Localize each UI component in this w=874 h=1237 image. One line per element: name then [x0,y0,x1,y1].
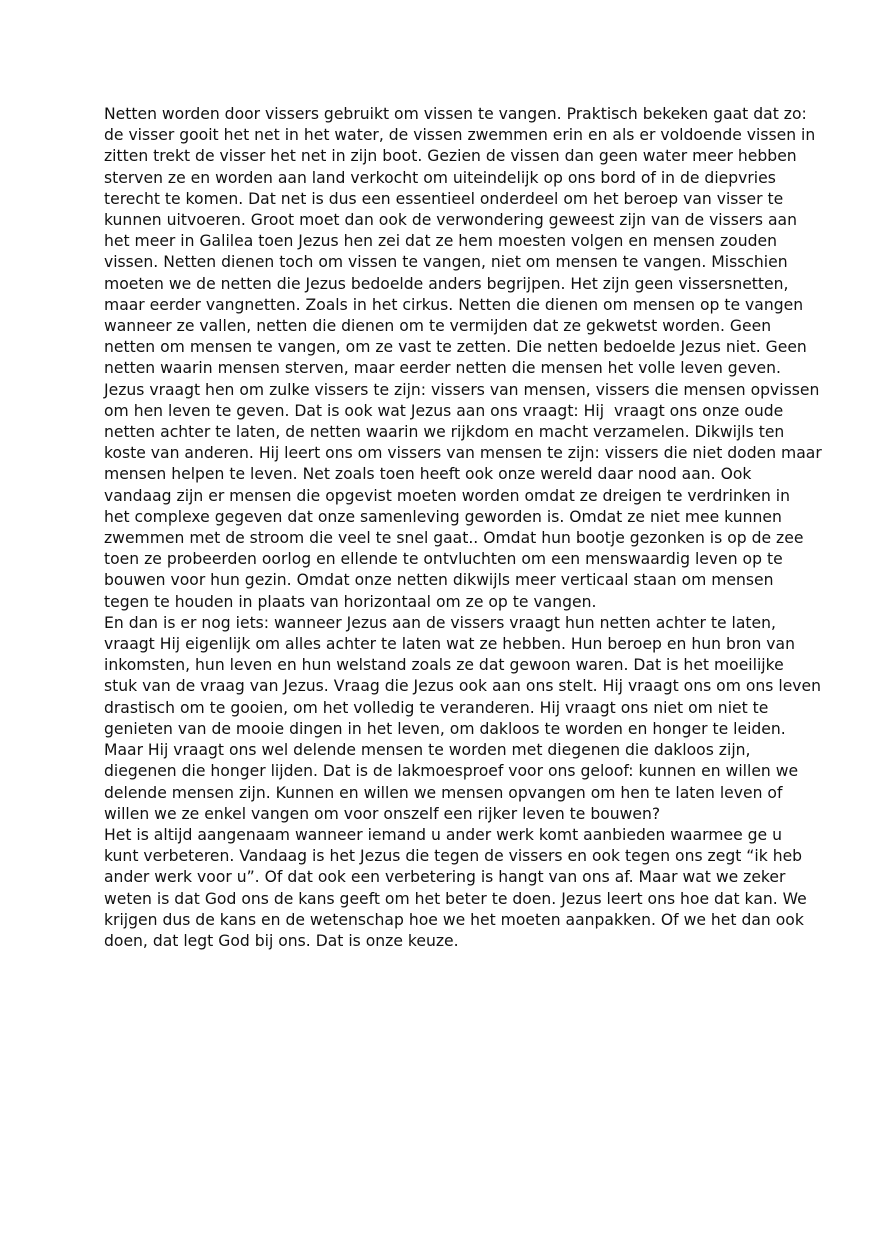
text-line: diegenen die honger lijden. Dat is de lakmoesproef voor ons geloof: kunnen en willen we [104,762,799,781]
text-line: kunt verbeteren. Vandaag is het Jezus die tegen de vissers en ook tegen ons zegt “ik heb [104,847,803,866]
paragraph [104,825,807,952]
text-line: vissen. Netten dienen toch om vissen te vangen, niet om mensen te vangen. Misschien [104,253,788,272]
text-line: ander werk voor u”. Of dat ook een verbetering is hangt van ons af. Maar wat we zeker [104,868,786,887]
text-line: zwemmen met de stroom die veel te snel gaat.. Omdat hun bootje gezonken is op de zee [104,529,804,548]
text-line: moeten we de netten die Jezus bedoelde anders begrijpen. Het zijn geen vissersnetten, [104,274,789,293]
text-line: inkomsten, hun leven en hun welstand zoals ze dat gewoon waren. Dat is het moeilijke [104,656,784,675]
text-line: mensen helpen te leven. Net zoals toen heeft ook onze wereld daar nood aan. Ook [104,465,752,484]
text-line: om hen leven te geven. Dat is ook wat Jezus aan ons vraagt: Hij vraagt ons onze oude [104,401,784,420]
text-line: maar eerder vangnetten. Zoals in het cirkus. Netten die dienen om mensen op te vangen [104,295,804,314]
text-line: genieten van de mooie dingen in het leven, om dakloos te worden en honger te leiden. [104,719,786,738]
text-line: netten om mensen te vangen, om ze vast te zetten. Die netten bedoelde Jezus niet. Geen [104,338,807,357]
text-line: willen we ze enkel vangen om voor onszelf een rijker leven te bouwen? [104,804,661,823]
text-line: Maar Hij vraagt ons wel delende mensen te worden met diegenen die dakloos zijn, [104,741,751,760]
text-line: het meer in Galilea toen Jezus hen zei dat ze hem moesten volgen en mensen zouden [104,232,777,251]
text-line: Het is altijd aangenaam wanneer iemand u ander werk komt aanbieden waarmee ge u [104,825,782,844]
text-line: de visser gooit het net in het water, de vissen zwemmen erin en als er voldoende vissen in [104,126,816,145]
text-line: krijgen dus de kans en de wetenschap hoe we het moeten aanpakken. Of we het dan ook [104,910,804,929]
text-line: vraagt Hij eigenlijk om alles achter te laten wat ze hebben. Hun beroep en hun bron van [104,635,795,654]
text-line: kunnen uitvoeren. Groot moet dan ook de verwondering geweest zijn van de vissers aan [104,211,797,230]
text-line: zitten trekt de visser het net in zijn boot. Gezien de vissen dan geen water meer hebben [104,147,797,166]
document-body [104,104,822,952]
text-line: koste van anderen. Hij leert ons om vissers van mensen te zijn: vissers die niet doden maar [104,444,822,463]
text-line: doen, dat legt God bij ons. Dat is onze keuze. [104,931,459,950]
text-line: stuk van de vraag van Jezus. Vraag die Jezus ook aan ons stelt. Hij vraagt ons om ons leven [104,677,821,696]
paragraph [104,613,821,825]
text-line: netten achter te laten, de netten waarin we rijkdom en macht verzamelen. Dikwijls ten [104,423,785,442]
text-line: Netten worden door vissers gebruikt om vissen te vangen. Praktisch bekeken gaat dat zo: [104,105,807,123]
text-line: sterven ze en worden aan land verkocht om uiteindelijk op ons bord of in de diepvries [104,168,776,187]
text-line: En dan is er nog iets: wanneer Jezus aan de vissers vraagt hun netten achter te laten, [104,613,776,632]
text-line: tegen te houden in plaats van horizontaal om ze op te vangen. [104,592,597,611]
text-line: toen ze probeerden oorlog en ellende te ontvluchten om een menswaardig leven op te [104,550,783,569]
text-line: drastisch om te gooien, om het volledig te veranderen. Hij vraagt ons niet om niet te [104,698,769,717]
text-line: netten waarin mensen sterven, maar eerder netten die mensen het volle leven geven. [104,359,781,378]
paragraph [104,104,822,613]
text-line: bouwen voor hun gezin. Omdat onze netten dikwijls meer verticaal staan om mensen [104,571,774,590]
text-line: het complexe gegeven dat onze samenleving geworden is. Omdat ze niet mee kunnen [104,507,782,526]
text-line: delende mensen zijn. Kunnen en willen we mensen opvangen om hen te laten leven of [104,783,783,802]
text-line: Jezus vraagt hen om zulke vissers te zijn: vissers van mensen, vissers die mensen opvissen [104,380,820,399]
text-line: vandaag zijn er mensen die opgevist moeten worden omdat ze dreigen te verdrinken in [104,486,791,505]
text-line: wanneer ze vallen, netten die dienen om te vermijden dat ze gekwetst worden. Geen [104,317,772,336]
text-line: terecht te komen. Dat net is dus een essentieel onderdeel om het beroep van visser te [104,189,784,208]
text-line: weten is dat God ons de kans geeft om het beter te doen. Jezus leert ons hoe dat kan. We [104,889,807,908]
